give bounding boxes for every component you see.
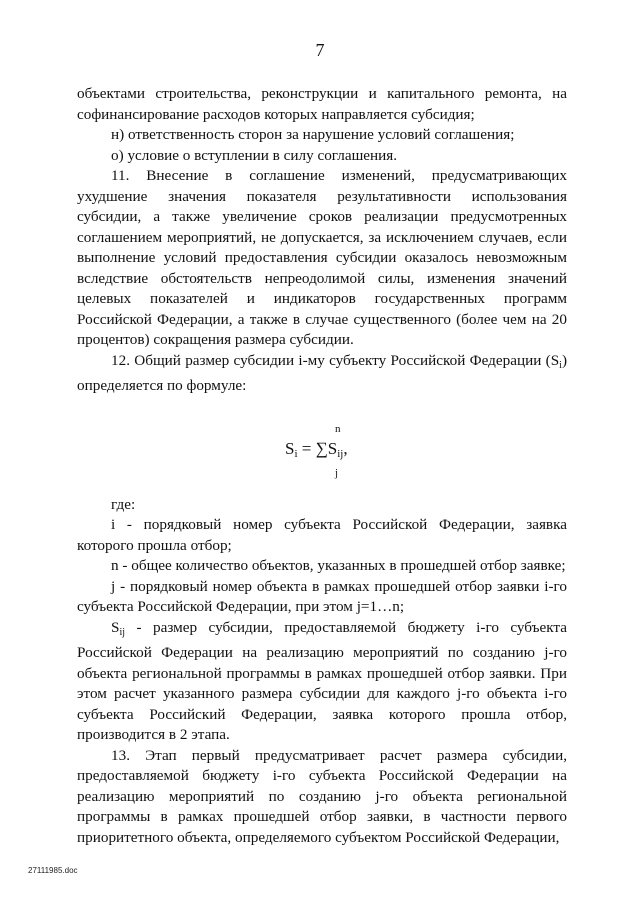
clause-n: н) ответственность сторон за нарушение условий соглашения;: [111, 126, 515, 143]
sum-upper-limit: n: [335, 422, 341, 435]
formula: [77, 403, 567, 495]
paragraph-12-subscript: i: [559, 359, 562, 371]
definition-i: i - порядковый номер субъекта Российской Федерации, заявка которого прошла отбор;: [77, 516, 567, 554]
paragraph-12-text: 12. Общий размер субсидии i-му субъекту Российской Федерации (S: [111, 351, 560, 369]
definition-sij-text: - размер субсидии, предоставляемой бюджету i-го субъекта Российской Федерации на реализацию мероприятий по созданию j-го объекта региональной программы в рамках прошедшей отбор заявки. При этом расчет указанного размера субсидии для каждого j-го объекта i-го субъекта Российский Федерации, заявка которого прошла отбор, производится в 2 этапа.: [77, 618, 567, 743]
paragraph-13: 13. Этап первый предусматривает расчет размера субсидии, предоставляемой бюджету i-го субъекта Российской Федерации на реализацию мероприятий по созданию j-го объекта региональной программы в рамках прошедшей отбор заявки, в частности первого приоритетного объекта, определяемого субъектом Российской Федерации,: [77, 746, 567, 846]
formula-rhs: S: [327, 438, 338, 458]
paragraph-11: 11. Внесение в соглашение изменений, предусматривающих ухудшение значения показателя результативности использования субсидии, а также увеличение сроков реализации предусмотренных соглашением мероприятий, не допускается, за исключением случаев, если выполнение условий предоставления субсидии оказалось невозможным вследствие обстоятельств непреодолимой силы, изменения значений целевых показателей и индикаторов государственных программ Российской Федерации, а также в случае существенного (более чем на 20 процентов) сокращения размера субсидии.: [77, 167, 567, 348]
definition-sij: [77, 618, 567, 746]
clause-o: о) условие о вступлении в силу соглашения.: [111, 146, 398, 164]
formula-comma: ,: [343, 438, 348, 458]
sigma-symbol: ∑: [315, 438, 328, 458]
formula-expression: [285, 439, 348, 465]
paragraph-continued: объектами строительства, реконструкции и капитального ремонта, на софинансирование расходов которых направляется субсидия;: [77, 85, 567, 123]
definition-j: j - порядковый номер объекта в рамках прошедшей отбор заявки i-го субъекта Российской Федерации, при этом j=1…n;: [77, 577, 567, 615]
paragraph-12: [77, 351, 567, 397]
paragraph-12-text-end: ) определяется по формуле:: [77, 351, 567, 394]
where-label: где:: [111, 495, 136, 513]
sum-lower-index: j: [335, 466, 339, 479]
formula-lhs-subscript: i: [294, 447, 298, 460]
page-number: 7: [315, 40, 325, 60]
definition-sij-subscript: ij: [119, 626, 126, 638]
document-body: [77, 84, 567, 848]
definition-n: n - общее количество объектов, указанных в прошедшей отбор заявке;: [111, 557, 566, 574]
formula-lhs: S: [285, 438, 295, 458]
formula-equals: =: [297, 438, 316, 458]
document-filename: 27111985.doc: [28, 866, 78, 875]
definition-sij-symbol: S: [111, 618, 120, 636]
formula-rhs-subscript: ij: [337, 447, 344, 460]
